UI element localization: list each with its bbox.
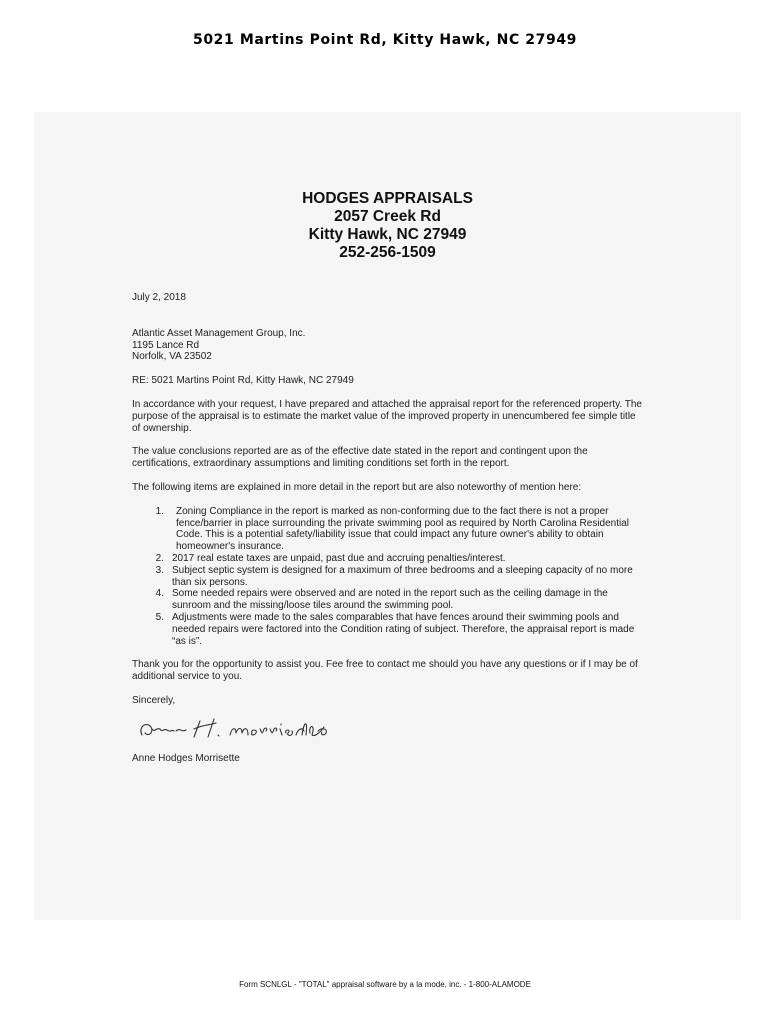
- list-item: [132, 612, 642, 647]
- list-item: [132, 506, 642, 553]
- handwritten-signature: [136, 711, 366, 745]
- letterhead-company: HODGES APPRAISALS: [302, 190, 473, 207]
- letter-body: [132, 292, 642, 764]
- list-item-number: 5.: [155, 611, 164, 623]
- letterhead: [34, 190, 741, 262]
- list-item-number: 1.: [155, 505, 164, 517]
- signer-name: Anne Hodges Morrisette: [132, 752, 240, 764]
- re-line: RE: 5021 Martins Point Rd, Kitty Hawk, NC 27949: [132, 375, 354, 387]
- page-header-address: 5021 Martins Point Rd, Kitty Hawk, NC 27949: [193, 32, 577, 48]
- list-item-number: 4.: [155, 588, 164, 600]
- list-item-text: Subject septic system is designed for a maximum of three bedrooms and a sleeping capacity of no more than six persons.: [172, 564, 633, 588]
- letter-date: July 2, 2018: [132, 292, 186, 303]
- paragraph-request: In accordance with your request, I have prepared and attached the appraisal report for the referenced property. The purpose of the appraisal is to estimate the market value of the improved property in unencumbered fee simple title of ownership.: [132, 398, 642, 434]
- noteworthy-items-list: [132, 506, 642, 648]
- list-item-number: 3.: [155, 564, 164, 576]
- page-footer: Form SCNLGL - "TOTAL" appraisal software by a la mode, inc. - 1-800-ALAMODE: [239, 980, 531, 989]
- list-item-number: 2.: [155, 552, 164, 564]
- paragraph-value-conclusions: The value conclusions reported are as of the effective date stated in the report and contingent upon the certifications, extraordinary assumptions and limiting conditions set forth in the report.: [132, 446, 588, 470]
- list-item-text: Adjustments were made to the sales comparables that have fences around their swimming pools and needed repairs were factored into the Condition rating of subject. Therefore, the appraisal report is made “as is”.: [172, 611, 635, 647]
- paragraph-noteworthy-items: The following items are explained in more detail in the report but are also noteworthy of mention here:: [132, 481, 582, 493]
- list-item-text: Zoning Compliance in the report is marked as non-conforming due to the fact there is not a proper fence/barrier in place surrounding the private swimming pool as required by North Carolina Residential Code. This is a potential safety/liability issue that could impact any future owner's ability to obtain homeowner's insurance.: [176, 505, 630, 553]
- letterhead-phone: 252-256-1509: [339, 244, 436, 261]
- recipient-street: 1195 Lance Rd: [132, 339, 200, 351]
- list-item-text: 2017 real estate taxes are unpaid, past due and accruing penalties/interest.: [172, 552, 506, 564]
- list-item: [132, 553, 642, 565]
- list-item-text: Some needed repairs were observed and are noted in the report such as the ceiling damage in the sunroom and the missing/loose tiles around the swimming pool.: [172, 588, 608, 612]
- list-item: [132, 565, 642, 589]
- recipient-name: Atlantic Asset Management Group, Inc.: [132, 327, 306, 339]
- recipient-city: Norfolk, VA 23502: [132, 351, 212, 363]
- paragraph-thank-you: Thank you for the opportunity to assist you. Fee free to contact me should you have any questions or if I may be of additional service to you.: [132, 659, 638, 683]
- letterhead-city: Kitty Hawk, NC 27949: [308, 226, 467, 243]
- letter-scan: [34, 112, 741, 920]
- recipient-block: [132, 328, 642, 363]
- list-item: [132, 588, 642, 612]
- closing: Sincerely,: [132, 694, 176, 706]
- letterhead-street: 2057 Creek Rd: [334, 208, 441, 225]
